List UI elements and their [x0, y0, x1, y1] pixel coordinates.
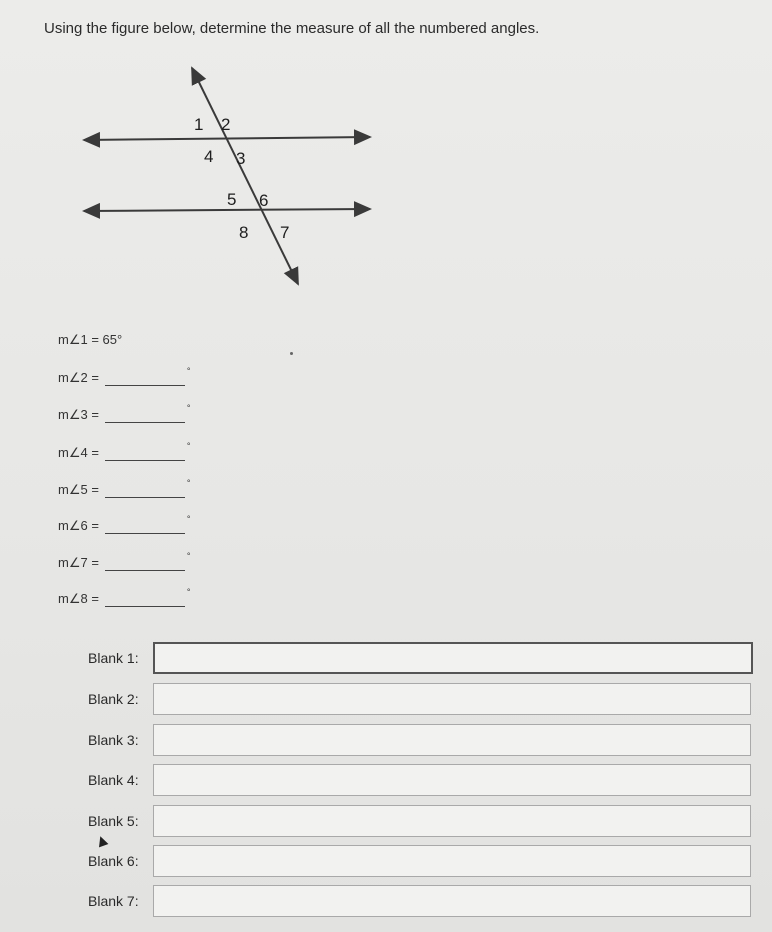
question-text: Using the figure below, determine the measure of all the numbered angles. — [44, 20, 540, 37]
measure-label: m∠1 = 65° — [58, 332, 123, 347]
degree-symbol: ° — [186, 514, 191, 524]
measure-row-4 — [58, 441, 191, 461]
measure-row-2 — [58, 366, 191, 386]
answer-line — [105, 373, 185, 386]
angle-label-5: 5 — [227, 190, 237, 209]
answer-line — [105, 558, 185, 571]
transversal-line — [192, 68, 298, 284]
blank-row-2 — [88, 684, 152, 714]
measure-row-6 — [58, 514, 191, 534]
blank-1-input[interactable] — [153, 642, 753, 674]
blank-4-input[interactable] — [153, 764, 751, 796]
angle-label-7: 7 — [280, 223, 290, 242]
blank-3-input[interactable] — [153, 724, 751, 756]
blank-row-4 — [88, 765, 152, 795]
blank-row-5 — [88, 806, 152, 836]
stray-mark — [290, 352, 293, 355]
blank-label: Blank 4: — [88, 772, 139, 788]
measure-row-8 — [58, 587, 191, 607]
blank-label: Blank 6: — [88, 853, 139, 869]
answer-line — [105, 410, 185, 423]
measure-label: m∠8 = — [58, 591, 99, 606]
degree-symbol: ° — [186, 587, 191, 597]
blank-row-7 — [88, 886, 152, 916]
answer-line — [105, 485, 185, 498]
answer-line — [105, 448, 185, 461]
measure-label: m∠5 = — [58, 482, 99, 497]
blank-row-6 — [88, 846, 152, 876]
degree-symbol: ° — [186, 478, 191, 488]
measure-row-1 — [58, 328, 122, 348]
blank-5-input[interactable] — [153, 805, 751, 837]
blank-row-3 — [88, 725, 152, 755]
measure-row-7 — [58, 551, 191, 571]
blank-row-1 — [88, 643, 152, 673]
measure-row-5 — [58, 478, 191, 498]
degree-symbol: ° — [186, 403, 191, 413]
parallel-lines-figure — [70, 58, 390, 298]
blank-7-input[interactable] — [153, 885, 751, 917]
blank-6-input[interactable] — [153, 845, 751, 877]
measure-label: m∠4 = — [58, 445, 99, 460]
degree-symbol: ° — [186, 441, 191, 451]
degree-symbol: ° — [186, 366, 191, 376]
measure-label: m∠2 = — [58, 370, 99, 385]
answer-line — [105, 594, 185, 607]
degree-symbol: ° — [186, 551, 191, 561]
measure-label: m∠3 = — [58, 407, 99, 422]
blank-label: Blank 3: — [88, 732, 139, 748]
lower-parallel-line — [84, 209, 370, 211]
blank-label: Blank 7: — [88, 893, 139, 909]
answer-line — [105, 521, 185, 534]
blank-label: Blank 5: — [88, 813, 139, 829]
angle-label-2: 2 — [221, 115, 231, 134]
angle-label-4: 4 — [204, 147, 214, 166]
measure-label: m∠7 = — [58, 555, 99, 570]
angle-label-3: 3 — [236, 149, 246, 168]
angle-label-1: 1 — [194, 115, 204, 134]
blank-2-input[interactable] — [153, 683, 751, 715]
angle-label-8: 8 — [239, 223, 249, 242]
angle-label-6: 6 — [259, 191, 269, 210]
blank-label: Blank 1: — [88, 650, 139, 666]
blank-label: Blank 2: — [88, 691, 139, 707]
measure-label: m∠6 = — [58, 518, 99, 533]
measure-row-3 — [58, 403, 191, 423]
